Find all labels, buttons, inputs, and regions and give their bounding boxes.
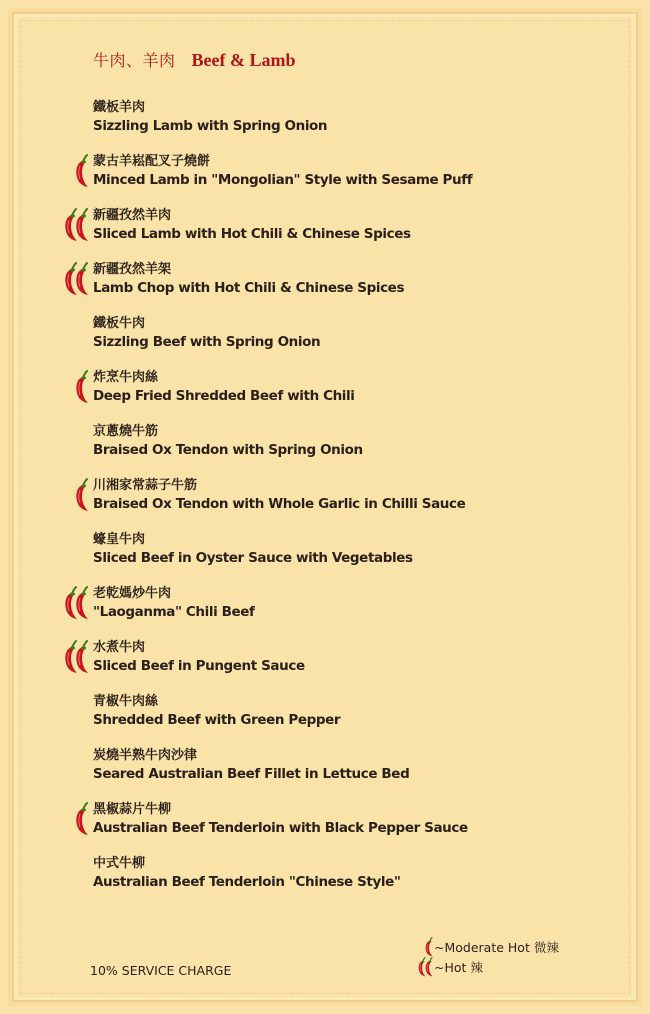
spice-legend (410, 937, 610, 977)
chili-pepper-icon (74, 370, 90, 404)
moderate-hot-indicator (74, 478, 90, 512)
menu-item (93, 315, 623, 369)
menu-item (93, 585, 623, 639)
menu-item-name-chinese: 老乾媽炒牛肉 (93, 586, 172, 601)
menu-item-name-english: Australian Beef Tenderloin "Chinese Style" (93, 874, 401, 890)
hot-indicator (63, 208, 90, 242)
moderate-hot-indicator (74, 802, 90, 836)
chili-pepper-icon (424, 957, 434, 977)
menu-item (93, 477, 623, 531)
menu-item-name-english: Minced Lamb in "Mongolian" Style with Sesame Puff (93, 172, 473, 188)
moderate-hot-indicator (74, 370, 90, 404)
menu-item-list (93, 99, 623, 909)
chili-pepper-icon (424, 937, 434, 957)
menu-item (93, 261, 623, 315)
moderate-hot-indicator (74, 154, 90, 188)
menu-item-name-english: Braised Ox Tendon with Spring Onion (93, 442, 363, 458)
menu-item-name-english: Lamb Chop with Hot Chili & Chinese Spices (93, 280, 405, 296)
menu-item (93, 693, 623, 747)
menu-item (93, 531, 623, 585)
menu-item-name-chinese: 水煮牛肉 (93, 640, 146, 655)
menu-item-name-english: Sliced Beef in Pungent Sauce (93, 658, 305, 674)
menu-item (93, 207, 623, 261)
legend-label: ~Moderate Hot 微辣 (434, 940, 559, 955)
menu-item-name-chinese: 新疆孜然羊架 (93, 262, 172, 277)
menu-item-name-english: Australian Beef Tenderloin with Black Pepper Sauce (93, 820, 468, 836)
hot-indicator (63, 586, 90, 620)
chili-pepper-icon (74, 802, 90, 836)
menu-item-name-chinese: 中式牛柳 (93, 856, 146, 871)
section-title-chinese: 牛肉、羊肉 (93, 51, 176, 70)
menu-item-name-english: Sliced Beef in Oyster Sauce with Vegetables (93, 550, 413, 566)
hot-indicator (63, 262, 90, 296)
chili-pepper-icon (74, 586, 90, 620)
menu-item-name-chinese: 炸烹牛肉絲 (93, 370, 159, 385)
menu-item (93, 153, 623, 207)
menu-item-name-chinese: 炭燒半熟牛肉沙律 (93, 748, 198, 763)
chili-pepper-icon (74, 208, 90, 242)
menu-item-name-chinese: 新疆孜然羊肉 (93, 208, 172, 223)
menu-item (93, 423, 623, 477)
legend-entry (410, 957, 610, 977)
menu-item (93, 99, 623, 153)
menu-item (93, 747, 623, 801)
menu-item-name-english: Sliced Lamb with Hot Chili & Chinese Spices (93, 226, 411, 242)
menu-item-name-chinese: 京蔥燒牛筋 (93, 424, 159, 439)
section-header (93, 48, 296, 71)
menu-item-name-english: Shredded Beef with Green Pepper (93, 712, 341, 728)
service-charge-note: 10% SERVICE CHARGE (90, 963, 232, 978)
menu-item-name-english: Seared Australian Beef Fillet in Lettuce Bed (93, 766, 410, 782)
menu-item-name-chinese: 川湘家常蒜子牛筋 (93, 478, 198, 493)
menu-item-name-chinese: 黑椒蒜片牛柳 (93, 802, 172, 817)
chili-pepper-icon (74, 262, 90, 296)
chili-pepper-icon (74, 640, 90, 674)
menu-item (93, 639, 623, 693)
menu-item-name-english: Sizzling Lamb with Spring Onion (93, 118, 328, 134)
legend-entry (410, 937, 610, 957)
menu-item (93, 369, 623, 423)
legend-chili-icons (410, 937, 434, 957)
menu-item-name-chinese: 鐵板羊肉 (93, 100, 146, 115)
menu-item-name-chinese: 青椒牛肉絲 (93, 694, 159, 709)
legend-label: ~Hot 辣 (434, 960, 483, 975)
menu-item-name-english: Sizzling Beef with Spring Onion (93, 334, 321, 350)
menu-item-name-chinese: 蠔皇牛肉 (93, 532, 146, 547)
hot-indicator (63, 640, 90, 674)
menu-item-name-english: "Laoganma" Chili Beef (93, 604, 255, 620)
chili-pepper-icon (74, 154, 90, 188)
legend-chili-icons (410, 957, 434, 977)
menu-item (93, 855, 623, 909)
menu-item-name-chinese: 鐵板牛肉 (93, 316, 146, 331)
menu-item-name-chinese: 蒙古羊崧配叉子燒餅 (93, 154, 211, 169)
chili-pepper-icon (74, 478, 90, 512)
menu-item-name-english: Deep Fried Shredded Beef with Chili (93, 388, 355, 404)
section-title-english: Beef & Lamb (191, 50, 296, 70)
menu-item-name-english: Braised Ox Tendon with Whole Garlic in Chilli Sauce (93, 496, 466, 512)
menu-item (93, 801, 623, 855)
